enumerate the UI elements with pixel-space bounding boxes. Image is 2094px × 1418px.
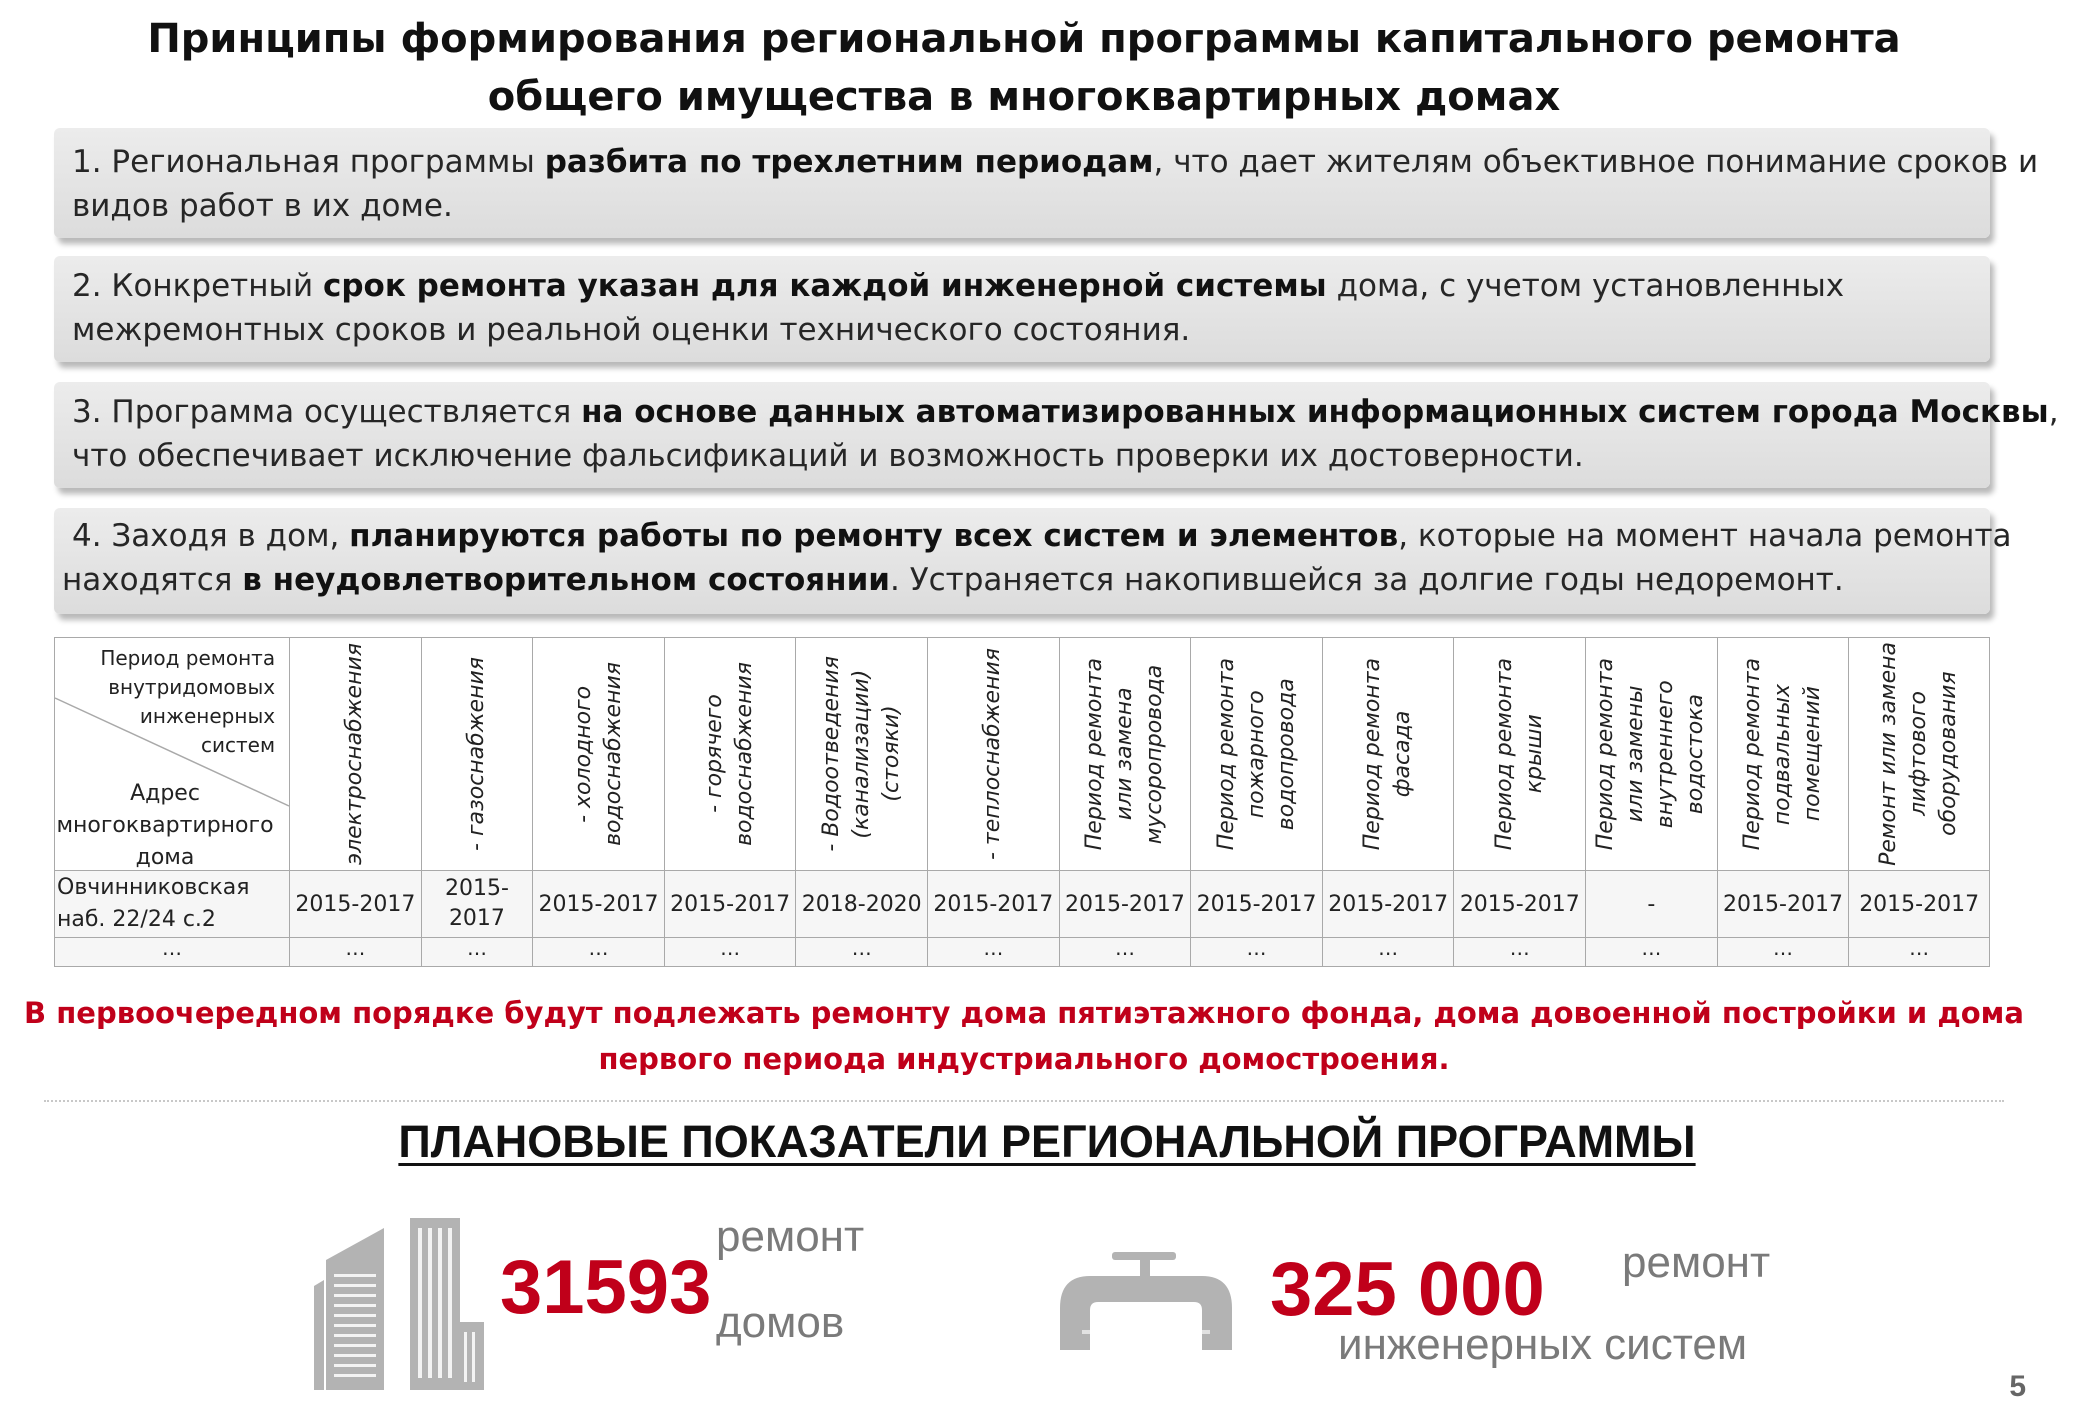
principle-4-bold-2: в неудовлетворительном состоянии bbox=[242, 562, 891, 598]
principle-2-bold: срок ремонта указан для каждой инженерной системы bbox=[322, 268, 1327, 304]
principle-3-text: 3. Программа осуществляется bbox=[72, 394, 582, 430]
principle-box-2 bbox=[54, 256, 1990, 362]
corner-label-address: Адрес многоквартирного дома bbox=[56, 781, 274, 870]
principle-4-text-2-cont: . Устраняется накопившейся за долгие годы недоремонт. bbox=[890, 562, 1844, 598]
ellipsis-cell: … bbox=[533, 938, 665, 967]
principle-2-line-2: межремонтных сроков и реальной оценки технического состояния. bbox=[72, 312, 1191, 348]
column-header: - Водоотведения (канализации) (стояки) bbox=[796, 638, 928, 871]
principle-box-3 bbox=[54, 382, 2059, 488]
principle-2-text: 2. Конкретный bbox=[72, 268, 323, 304]
principle-4-text-2: находятся bbox=[62, 562, 243, 598]
page-number: 5 bbox=[2009, 1370, 2026, 1403]
table-cell: 2015- 2017 bbox=[421, 871, 533, 938]
principle-4-text-cont: , которые на момент начала ремонта bbox=[1398, 518, 2012, 554]
ellipsis-cell: … bbox=[664, 938, 796, 967]
table-header-row bbox=[55, 638, 1990, 871]
table-cell: 2015-2017 bbox=[928, 871, 1060, 938]
houses-label-top: ремонт bbox=[716, 1212, 865, 1261]
systems-label-top: ремонт bbox=[1622, 1238, 1771, 1287]
principle-4-line-1 bbox=[72, 514, 2012, 558]
address-cell: Овчинниковская наб. 22/24 с.2 bbox=[55, 871, 290, 938]
principle-1-text: 1. Региональная программы bbox=[72, 144, 545, 180]
principle-4-bold: планируются работы по ремонту всех систем и элементов bbox=[349, 518, 1399, 554]
principle-3-text-cont: , bbox=[2048, 394, 2059, 430]
priority-note bbox=[0, 990, 2048, 1082]
table-cell: 2015-2017 bbox=[664, 871, 796, 938]
column-header: - холодного водоснабжения bbox=[533, 638, 665, 871]
ellipsis-cell: … bbox=[55, 938, 290, 967]
table-row-ellipsis bbox=[55, 938, 1990, 967]
column-header: Период ремонта или замена мусоропровода bbox=[1059, 638, 1191, 871]
principle-box-4 bbox=[54, 508, 2012, 614]
column-header: - газоснабжения bbox=[421, 638, 533, 871]
page-title bbox=[0, 10, 2048, 126]
buildings-icon bbox=[314, 1218, 484, 1390]
houses-label-bottom: домов bbox=[716, 1298, 845, 1347]
ellipsis-cell: … bbox=[1454, 938, 1586, 967]
principle-3-bold: на основе данных автоматизированных информационных систем города Москвы bbox=[581, 394, 2049, 430]
principle-3-line-1 bbox=[72, 390, 2059, 434]
repair-schedule-table bbox=[54, 637, 1990, 967]
table-cell: 2015-2017 bbox=[1849, 871, 1990, 938]
column-header: Период ремонта или замены внутреннего водостока bbox=[1586, 638, 1718, 871]
ellipsis-cell: … bbox=[1059, 938, 1191, 967]
section-divider bbox=[44, 1100, 2004, 1102]
table-cell: 2018-2020 bbox=[796, 871, 928, 938]
principle-4-text: 4. Заходя в дом, bbox=[72, 518, 350, 554]
principle-1-text-cont: , что дает жителям объективное понимание сроков и bbox=[1153, 144, 2039, 180]
houses-count: 31593 bbox=[500, 1245, 712, 1330]
column-header: Период ремонта фасада bbox=[1322, 638, 1454, 871]
column-header: Период ремонта подвальных помещений bbox=[1717, 638, 1849, 871]
principle-1-line-1 bbox=[72, 140, 2039, 184]
column-header: - теплоснабжения bbox=[928, 638, 1060, 871]
systems-label-bottom: инженерных систем bbox=[1338, 1320, 1748, 1369]
principle-1-bold: разбита по трехлетним периодам bbox=[544, 144, 1154, 180]
ellipsis-cell: … bbox=[1717, 938, 1849, 967]
table-cell: 2015-2017 bbox=[1322, 871, 1454, 938]
table-cell: 2015-2017 bbox=[1191, 871, 1323, 938]
table-cell: 2015-2017 bbox=[1454, 871, 1586, 938]
table-row bbox=[55, 871, 1990, 938]
principle-2-line-1 bbox=[72, 264, 1972, 308]
table-cell: 2015-2017 bbox=[1717, 871, 1849, 938]
ellipsis-cell: … bbox=[796, 938, 928, 967]
column-header: Период ремонта пожарного водопровода bbox=[1191, 638, 1323, 871]
ellipsis-cell: … bbox=[928, 938, 1060, 967]
priority-line-2: первого периода индустриального домостроения. bbox=[598, 1042, 1450, 1076]
title-line-1: Принципы формирования региональной программы капитального ремонта bbox=[147, 16, 1901, 62]
ellipsis-cell: … bbox=[421, 938, 533, 967]
principle-4-line-2 bbox=[62, 558, 1972, 602]
table-cell: 2015-2017 bbox=[533, 871, 665, 938]
principle-2-text-cont: дома, с учетом установленных bbox=[1326, 268, 1845, 304]
table-cell: - bbox=[1586, 871, 1718, 938]
principle-1-line-2: видов работ в их доме. bbox=[72, 188, 453, 224]
priority-line-1: В первоочередном порядке будут подлежать ремонту дома пятиэтажного фонда, дома довоенной постройки и дома bbox=[24, 996, 2024, 1030]
principle-box-1 bbox=[54, 128, 2039, 238]
table-cell: 2015-2017 bbox=[290, 871, 422, 938]
table-cell: 2015-2017 bbox=[1059, 871, 1191, 938]
ellipsis-cell: … bbox=[1849, 938, 1990, 967]
table-corner-cell bbox=[55, 638, 290, 871]
ellipsis-cell: … bbox=[1322, 938, 1454, 967]
ellipsis-cell: … bbox=[290, 938, 422, 967]
column-header: Ремонт или замена лифтового оборудования bbox=[1849, 638, 1990, 871]
column-header: - горячего водоснабжения bbox=[664, 638, 796, 871]
ellipsis-cell: … bbox=[1586, 938, 1718, 967]
column-header: электроснабжения bbox=[290, 638, 422, 871]
principle-3-line-2: что обеспечивает исключение фальсификаций и возможность проверки их достоверности. bbox=[72, 438, 1584, 474]
systems-count: 325 000 bbox=[1270, 1247, 1545, 1332]
indicators-heading: ПЛАНОВЫЕ ПОКАЗАТЕЛИ РЕГИОНАЛЬНОЙ ПРОГРАММЫ bbox=[398, 1116, 1696, 1167]
corner-label-period: Период ремонта внутридомовых инженерных систем bbox=[100, 646, 276, 757]
title-line-2: общего имущества в многоквартирных домах bbox=[487, 74, 1561, 120]
column-header: Период ремонта крыши bbox=[1454, 638, 1586, 871]
ellipsis-cell: … bbox=[1191, 938, 1323, 967]
pipe-valve-icon bbox=[1060, 1248, 1232, 1350]
